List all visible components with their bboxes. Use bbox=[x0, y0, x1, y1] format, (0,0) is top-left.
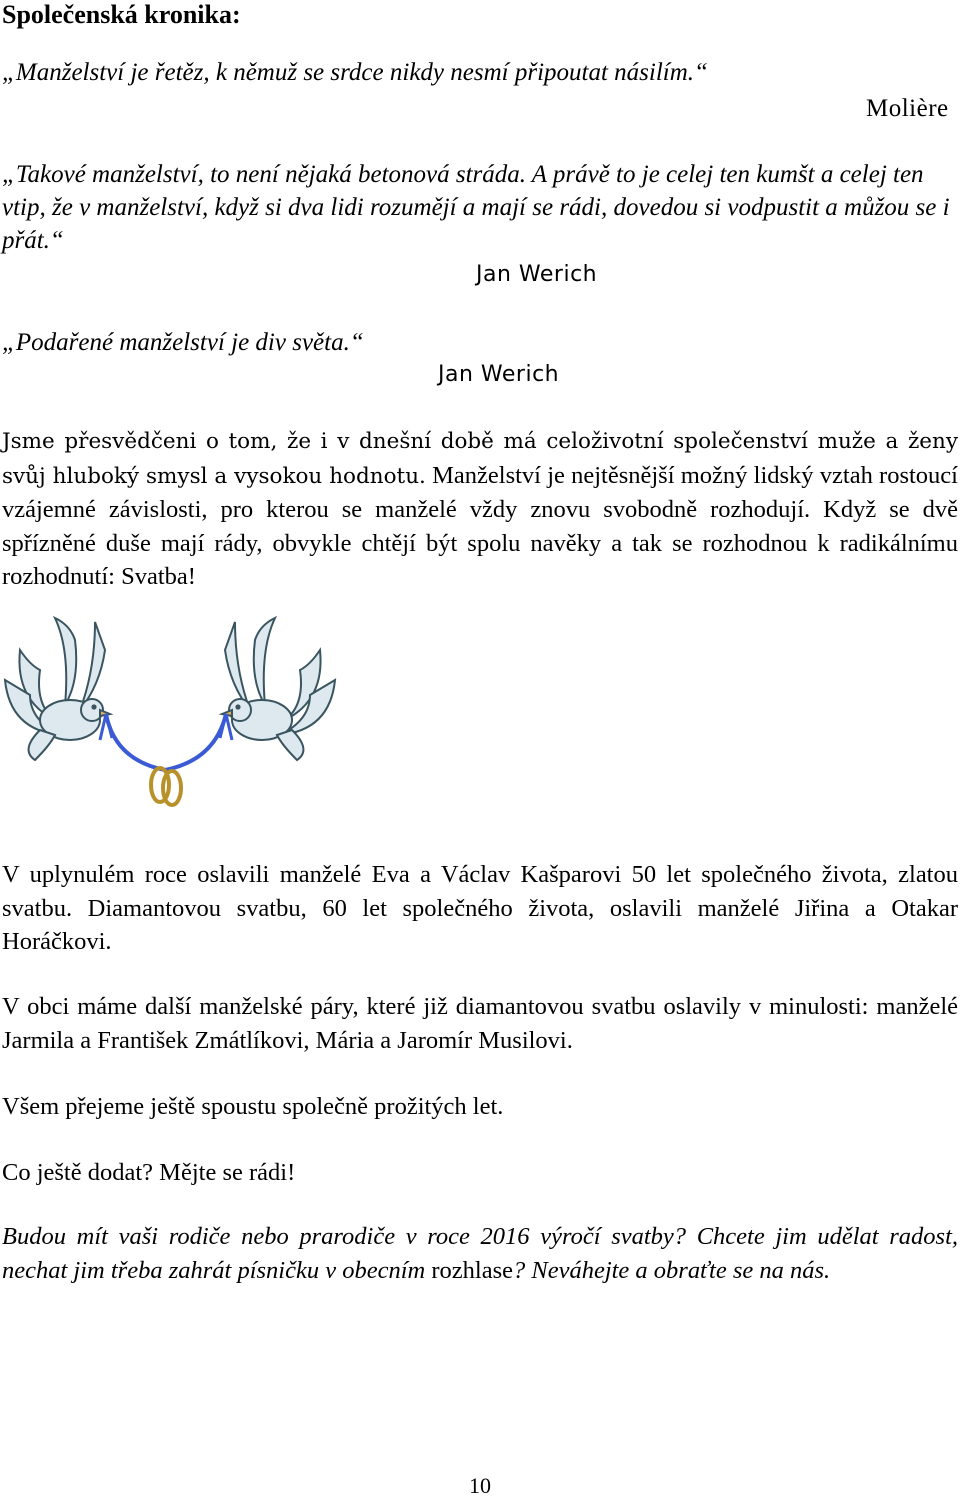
intro-paragraph-part1: Jsme přesvědčeni o tom, že i v dnešní době má celoživotní společenství muže a ženy svůj hluboký smysl a vysokou hodnotu. bbox=[2, 429, 958, 489]
quote-author-moliere: Molière bbox=[866, 95, 949, 122]
paragraph-closing-remark: Co ještě dodat? Mějte se rádi! bbox=[2, 1159, 296, 1186]
right-dove-icon bbox=[222, 618, 335, 760]
invitation-part3: ? Neváhejte a obraťte se na nás. bbox=[512, 1256, 831, 1284]
invitation-part1: Budou mít vaši rodiče nebo prarodiče v roce 2016 výročí svatby? Chcete jim udělat radost, nechat jim třeba zahrát písničku v obecním bbox=[2, 1223, 958, 1284]
section-heading: Společenská kronika: bbox=[2, 0, 241, 29]
ribbon bbox=[106, 714, 226, 770]
page-number: 10 bbox=[469, 1473, 491, 1498]
quote-author-werich-2: Jan Werich bbox=[438, 362, 560, 387]
paragraph-diamond-couples: V obci máme další manželské páry, které již diamantovou svatbu oslavily v minulosti: manželé Jarmila a František Zmátlíkovi, Mária a Jaromír Musilovi. bbox=[2, 993, 958, 1054]
invitation-part2: rozhlase bbox=[431, 1256, 513, 1284]
paragraph-invitation bbox=[2, 1220, 958, 1287]
ring-right-icon bbox=[163, 771, 181, 805]
paragraph-wishes: Všem přejeme ještě spoustu společně prožitých let. bbox=[2, 1093, 504, 1120]
doves-with-rings-illustration bbox=[0, 610, 340, 810]
quote-author-werich-1: Jan Werich bbox=[476, 262, 598, 287]
paragraph-golden-wedding: V uplynulém roce oslavili manželé Eva a Václav Kašparovi 50 let společného života, zlatou svatbu. Diamantovou svatbu, 60 let společného života, oslavili manželé Jiřina a Otakar Horáčkovi. bbox=[2, 861, 958, 955]
quote-werich-1: „Takové manželství, to není nějaká betonová stráda. A právě to je celej ten kumšt a celej ten vtip, že v manželství, když si dva lidi rozumějí a mají se rádi, dovedou si vodpustit a můžou se i přát.“ bbox=[2, 161, 950, 254]
quote-moliere: „Manželství je řetěz, k němuž se srdce nikdy nesmí připoutat násilím.“ bbox=[2, 59, 708, 86]
left-dove-icon bbox=[5, 618, 110, 760]
intro-paragraph-part2: Manželství je nejtěsnější možný lidský vztah rostoucí vzájemné závislosti, pro kterou se manželé vždy znovu svobodně rozhodují. Když se dvě spřízněné duše mají rády, obvykle chtějí být spolu navěky a tak se rozhodnou k radikálnímu rozhodnutí: Svatba! bbox=[2, 461, 958, 590]
intro-paragraph bbox=[2, 424, 958, 594]
quote-werich-2: „Podařené manželství je div světa.“ bbox=[2, 329, 364, 356]
